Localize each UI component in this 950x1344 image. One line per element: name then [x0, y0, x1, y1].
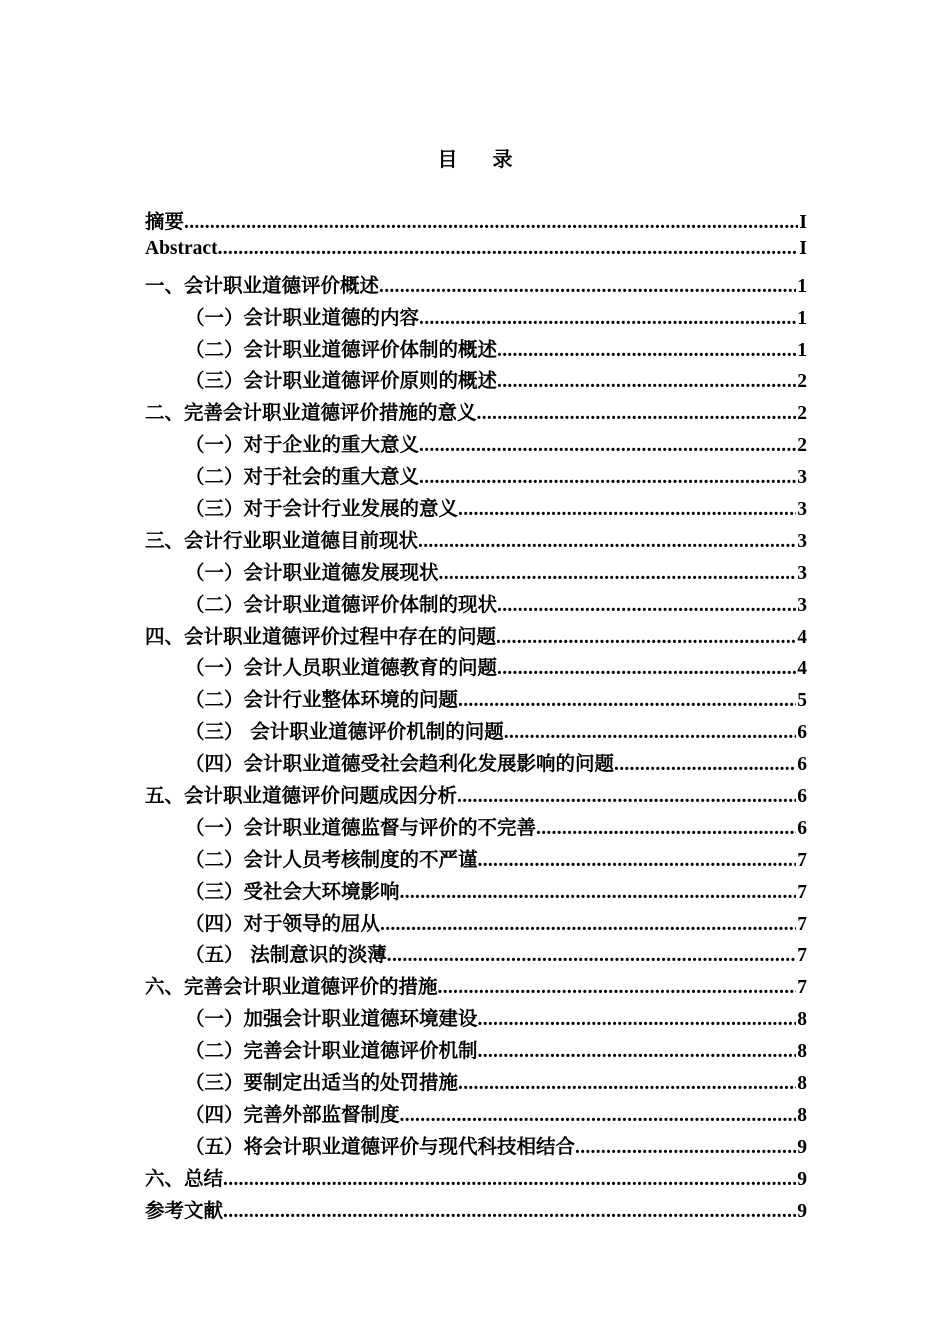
toc-entry-page-number: 8: [797, 1104, 807, 1126]
toc-entry[interactable]: [145, 1195, 807, 1227]
toc-entry-label: （五） 法制意识的淡薄: [185, 943, 387, 967]
toc-leader-dots: [478, 1009, 797, 1031]
toc-leader-dots: [478, 850, 797, 872]
toc-entry-page-number: 3: [797, 499, 807, 521]
toc-entry-label: 五、会计职业道德评价问题成因分析: [145, 784, 458, 808]
toc-leader-dots: [536, 818, 796, 840]
toc-entry[interactable]: [145, 812, 807, 844]
toc-entry[interactable]: [145, 1099, 807, 1131]
toc-entry-page-number: 7: [797, 881, 807, 903]
toc-entry-label: （三）要制定出适当的处罚措施: [185, 1071, 459, 1095]
toc-entry-page-number: 2: [797, 435, 807, 457]
toc-leader-dots: [419, 308, 796, 330]
toc-entry-label: （二）会计人员考核制度的不严谨: [185, 847, 478, 871]
toc-entry-page-number: 9: [797, 1136, 807, 1158]
toc-entry-page-number: 8: [797, 1041, 807, 1063]
toc-leader-dots: [223, 1169, 796, 1191]
toc-leader-dots: [223, 1201, 796, 1223]
toc-leader-dots: [400, 1105, 797, 1127]
toc-entry-page-number: I: [799, 237, 807, 259]
toc-entry-page-number: 8: [797, 1073, 807, 1095]
toc-leader-dots: [439, 563, 797, 585]
toc-entry-page-number: 9: [797, 1200, 807, 1222]
toc-entry-label: （三）对于会计行业发展的意义: [185, 497, 459, 521]
toc-entry-label: 二、完善会计职业道德评价措施的意义: [145, 401, 477, 425]
toc-entry[interactable]: [145, 748, 807, 780]
toc-leader-dots: [458, 690, 796, 712]
toc-entry-page-number: 7: [797, 977, 807, 999]
toc-leader-dots: [184, 212, 798, 234]
toc-entry[interactable]: [145, 684, 807, 716]
toc-entry-page-number: 4: [797, 658, 807, 680]
toc-entry-label: （四）完善外部监督制度: [185, 1102, 400, 1126]
toc-entry[interactable]: [145, 939, 807, 971]
toc-entry[interactable]: [145, 334, 807, 366]
toc-entry-label: （四）对于领导的屈从: [185, 911, 381, 935]
toc-entry-page-number: 7: [797, 913, 807, 935]
toc-entry[interactable]: [145, 525, 807, 557]
toc-entry-label: （五）将会计职业道德评价与现代科技相结合: [185, 1134, 576, 1158]
toc-leader-dots: [419, 467, 796, 489]
toc-entry-label: 四、会计职业道德评价过程中存在的问题: [145, 624, 497, 648]
toc-entry[interactable]: [145, 589, 807, 621]
toc-leader-dots: [418, 531, 796, 553]
toc-entry-page-number: 3: [797, 594, 807, 616]
toc-entry-page-number: 4: [797, 626, 807, 648]
toc-entry-label: （二）完善会计职业道德评价机制: [185, 1039, 478, 1063]
toc-entry-page-number: 7: [797, 945, 807, 967]
toc-leader-dots: [478, 1041, 797, 1063]
toc-entry[interactable]: [145, 461, 807, 493]
toc-entry[interactable]: [145, 270, 807, 302]
toc-entry-label: 六、总结: [145, 1166, 224, 1190]
toc-entry-page-number: 6: [797, 754, 807, 776]
toc-leader-dots: [497, 340, 796, 362]
toc-entry[interactable]: [145, 206, 807, 238]
toc-entry-page-number: 1: [797, 307, 807, 329]
toc-leader-dots: [497, 371, 796, 393]
toc-entry-page-number: 2: [797, 403, 807, 425]
toc-entry[interactable]: [145, 971, 807, 1003]
page-title: 目 录: [437, 147, 527, 171]
toc-entry-page-number: 3: [797, 562, 807, 584]
toc-entry[interactable]: [145, 844, 807, 876]
toc-entry[interactable]: [145, 557, 807, 589]
toc-entry-label: （二）对于社会的重大意义: [185, 465, 420, 489]
toc-entry-page-number: 5: [797, 690, 807, 712]
toc-entry-label: （一）会计职业道德发展现状: [185, 560, 439, 584]
toc-leader-dots: [458, 1073, 796, 1095]
toc-entry[interactable]: [145, 908, 807, 940]
toc-entry[interactable]: [145, 1067, 807, 1099]
toc-entry[interactable]: [145, 1163, 807, 1195]
toc-leader-dots: [457, 786, 796, 808]
toc-leader-dots: [218, 238, 799, 260]
toc-leader-dots: [380, 914, 796, 936]
toc-entry-page-number: 6: [797, 786, 807, 808]
toc-entry[interactable]: [145, 621, 807, 653]
toc-entry-page-number: 3: [797, 467, 807, 489]
toc-entry-label: （一）会计人员职业道德教育的问题: [185, 656, 498, 680]
toc-entry-label: Abstract: [145, 237, 218, 259]
toc-entry-label: （一）对于企业的重大意义: [185, 433, 420, 457]
toc-entry-page-number: 2: [797, 371, 807, 393]
toc-entry[interactable]: [145, 652, 807, 684]
toc-entry-label: （一）会计职业道德监督与评价的不完善: [185, 815, 537, 839]
toc-leader-dots: [387, 945, 796, 967]
toc-entry-label: （一）会计职业道德的内容: [185, 305, 420, 329]
toc-entry-label: （二）会计职业道德评价体制的概述: [185, 337, 498, 361]
toc-entry[interactable]: [145, 716, 807, 748]
toc-leader-dots: [497, 595, 796, 617]
toc-entry-label: （二）会计行业整体环境的问题: [185, 688, 459, 712]
toc-entry-page-number: 9: [797, 1168, 807, 1190]
toc-entry-page-number: 1: [797, 339, 807, 361]
toc-entry[interactable]: [145, 302, 807, 334]
toc-entry[interactable]: [145, 238, 807, 270]
toc-entry[interactable]: [145, 780, 807, 812]
toc-entry[interactable]: [145, 365, 807, 397]
toc-entry-label: （二）会计职业道德评价体制的现状: [185, 592, 498, 616]
toc-leader-dots: [379, 276, 796, 298]
toc-leader-dots: [438, 977, 797, 999]
toc-entry-page-number: I: [799, 212, 807, 233]
toc-entry[interactable]: [145, 493, 807, 525]
toc-entry-label: （一）加强会计职业道德环境建设: [185, 1007, 478, 1031]
toc-entry-label: 三、会计行业职业道德目前现状: [145, 528, 419, 552]
toc-entry-label: （四）会计职业道德受社会趋利化发展影响的问题: [185, 752, 615, 776]
toc-entry[interactable]: [145, 429, 807, 461]
toc-leader-dots: [419, 435, 796, 457]
toc-leader-dots: [496, 627, 796, 649]
toc-leader-dots: [458, 499, 796, 521]
table-of-contents: [145, 206, 807, 1227]
toc-entry-label: 六、完善会计职业道德评价的措施: [145, 975, 438, 999]
toc-entry[interactable]: [145, 1131, 807, 1163]
toc-leader-dots: [497, 658, 796, 680]
toc-entry-page-number: 3: [797, 530, 807, 552]
toc-entry-label: （三） 会计职业道德评价机制的问题: [185, 720, 504, 744]
toc-entry-page-number: 7: [797, 849, 807, 871]
toc-entry-label: （三）会计职业道德评价原则的概述: [185, 369, 498, 393]
toc-entry-page-number: 6: [797, 722, 807, 744]
toc-entry[interactable]: [145, 876, 807, 908]
toc-entry-page-number: 8: [797, 1009, 807, 1031]
toc-entry-page-number: 1: [797, 275, 807, 297]
toc-leader-dots: [477, 403, 797, 425]
toc-entry-page-number: 6: [797, 817, 807, 839]
toc-entry-label: （三）受社会大环境影响: [185, 879, 400, 903]
toc-leader-dots: [575, 1137, 796, 1159]
toc-entry-label: 参考文献: [145, 1198, 224, 1222]
toc-entry-label: 摘要: [145, 210, 185, 233]
toc-entry-label: 一、会计职业道德评价概述: [145, 273, 380, 297]
toc-entry[interactable]: [145, 1003, 807, 1035]
toc-entry[interactable]: [145, 397, 807, 429]
toc-leader-dots: [400, 882, 797, 904]
toc-entry[interactable]: [145, 1035, 807, 1067]
toc-leader-dots: [504, 722, 796, 744]
toc-leader-dots: [614, 754, 796, 776]
